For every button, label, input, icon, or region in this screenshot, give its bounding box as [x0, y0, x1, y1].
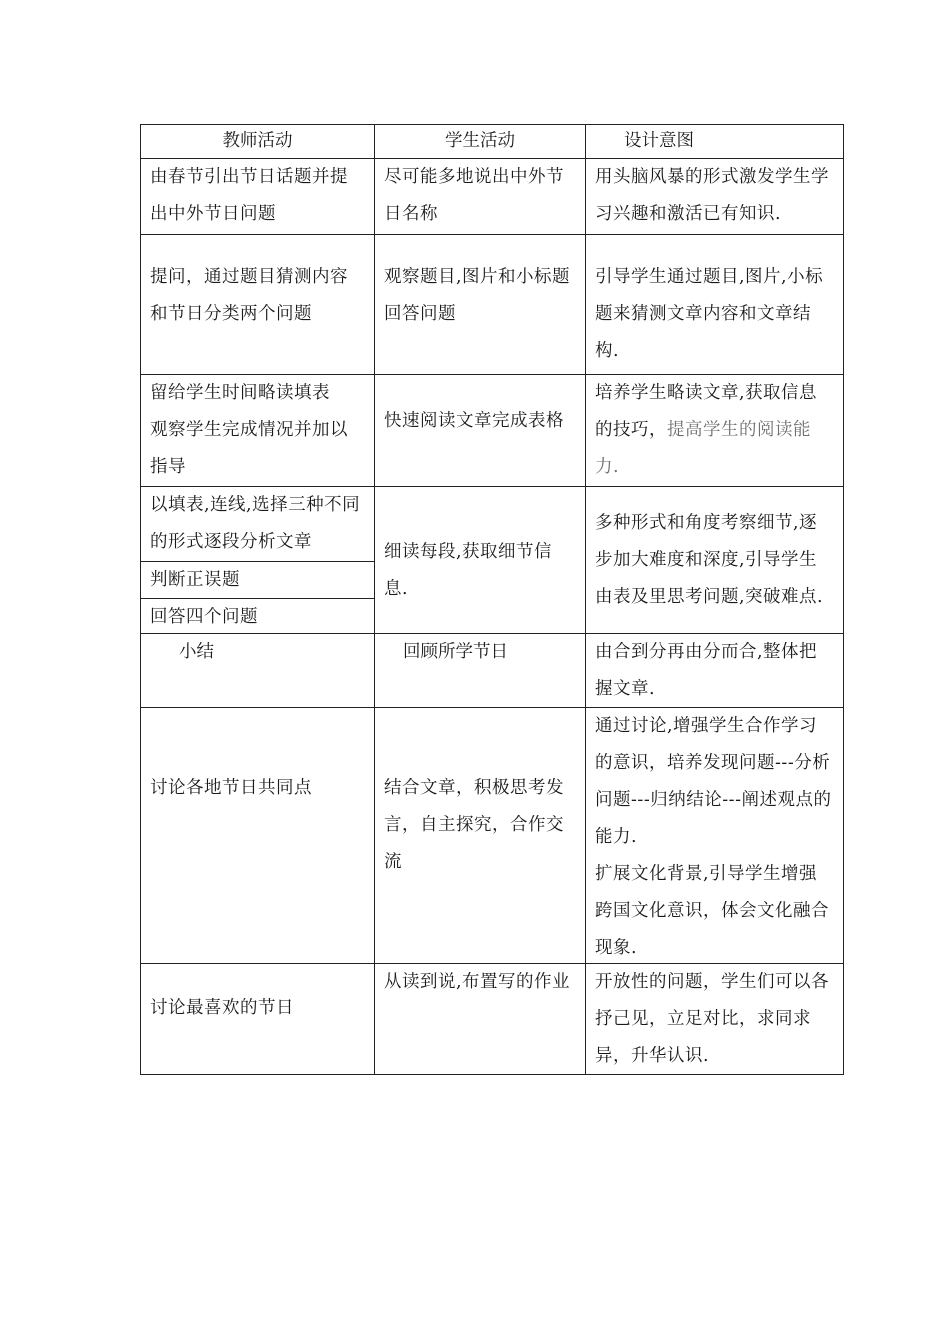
header-student-activity: 学生活动	[375, 125, 586, 158]
student-activity-text: 观察题目,图片和小标题回答问题	[384, 267, 571, 324]
design-intent-text: 培养学生略读文章,获取信息的技巧，	[595, 383, 818, 440]
student-activity-cell: 尽可能多地说出中外节日名称	[375, 159, 586, 234]
student-activity-cell	[375, 708, 586, 963]
teacher-activity-line: 留给学生时间略读填表	[150, 383, 330, 403]
student-activity-cell	[375, 375, 586, 486]
header-design-intent: 设计意图	[624, 131, 694, 151]
teacher-activity-text: 讨论最喜欢的节日	[150, 998, 294, 1018]
student-activity-text: 快速阅读文章完成表格	[384, 411, 564, 431]
teacher-activity-cell	[141, 708, 375, 963]
teacher-activity-cell	[141, 634, 375, 707]
teacher-activity-line: 观察学生完成情况并加以指导	[150, 420, 348, 477]
table-row	[140, 964, 844, 1075]
design-intent-cell	[586, 487, 843, 633]
design-intent-text: 引导学生通过题目,图片,小标题来猜测文章内容和文章结构.	[595, 267, 824, 361]
design-intent-cell: 用头脑风暴的形式激发学生学习兴趣和激活已有知识.	[595, 167, 829, 224]
table-header-row	[140, 124, 844, 159]
table-row	[140, 487, 844, 634]
teacher-activity-text: 讨论各地节日共同点	[150, 778, 312, 798]
teacher-activity-cell	[141, 235, 375, 374]
teacher-activity-part: 判断正误题	[141, 561, 374, 598]
design-intent-cell: 开放性的问题，学生们可以各抒己见，立足对比，求同求异，升华认识.	[595, 972, 829, 1066]
teacher-activity-cell	[141, 487, 375, 633]
teacher-activity-text: 小结	[179, 642, 214, 662]
student-activity-text: 结合文章，积极思考发言，自主探究，合作交流	[384, 778, 564, 872]
teacher-activity-part: 回答四个问题	[141, 598, 374, 634]
table-row	[140, 159, 844, 235]
table-row	[140, 375, 844, 487]
teacher-activity-cell: 由春节引出节日话题并提出中外节日问题	[141, 159, 375, 234]
design-intent-cell: 由合到分再由分而合,整体把握文章.	[595, 642, 818, 699]
table-row	[140, 634, 844, 708]
teacher-activity-cell	[141, 375, 375, 486]
student-activity-text: 回顾所学节日	[403, 642, 508, 662]
design-intent-paragraph: 扩展文化背景,引导学生增强跨国文化意识，体会文化融合现象.	[595, 864, 829, 958]
teacher-activity-cell	[141, 964, 375, 1074]
table-row	[140, 235, 844, 375]
design-intent-paragraph: 通过讨论,增强学生合作学习的意识，培养发现问题---分析问题---归纳结论---阐述观点的能力.	[595, 716, 832, 847]
design-intent-cell	[586, 235, 843, 374]
header-teacher-activity: 教师活动	[141, 125, 375, 158]
table-row	[140, 708, 844, 964]
student-activity-cell	[375, 634, 586, 707]
design-intent-cell	[586, 375, 843, 486]
student-activity-cell	[375, 487, 586, 633]
teacher-activity-part: 以填表,连线,选择三种不同的形式逐段分析文章	[150, 495, 361, 552]
teacher-activity-text: 提问，通过题目猜测内容和节日分类两个问题	[150, 267, 348, 324]
design-intent-cell	[586, 708, 843, 963]
lesson-plan-table	[140, 124, 844, 1075]
student-activity-cell: 从读到说,布置写的作业	[375, 964, 586, 1074]
design-intent-text: 多种形式和角度考察细节,逐步加大难度和深度,引导学生由表及里思考问题,突破难点.	[595, 512, 824, 607]
student-activity-text: 细读每段,获取细节信息.	[384, 542, 553, 599]
student-activity-cell	[375, 235, 586, 374]
design-intent-highlight: 提高学生的阅读能力.	[595, 420, 811, 477]
